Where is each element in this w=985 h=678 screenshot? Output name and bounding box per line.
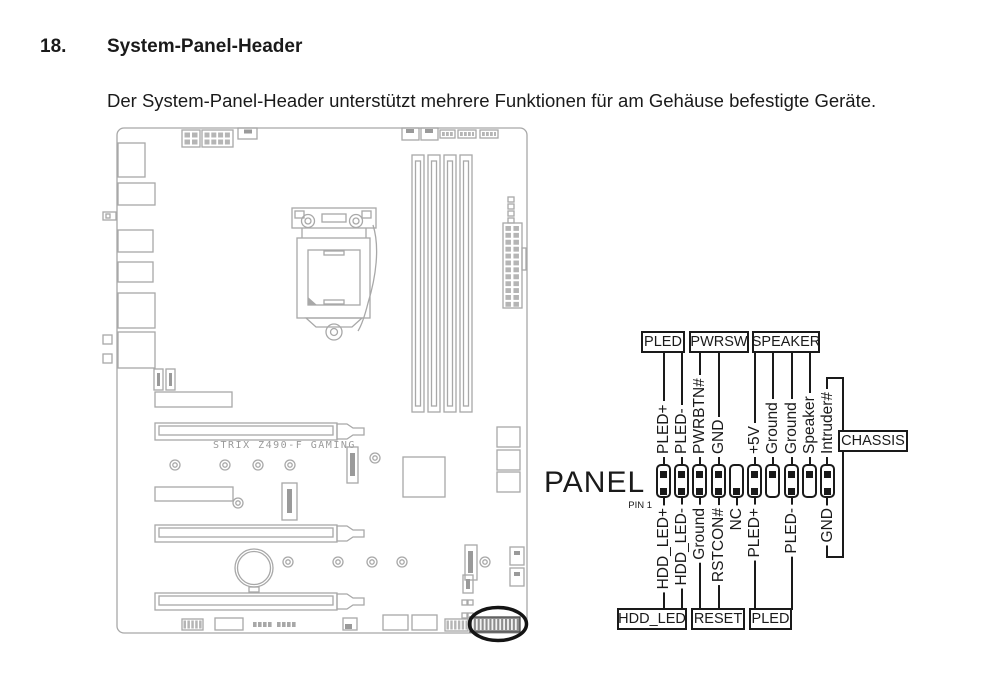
group-box-reset: RESET	[691, 608, 745, 630]
rear-io-ports	[103, 143, 155, 368]
pin-column	[692, 464, 707, 498]
section-number: 18.	[40, 36, 67, 57]
pin-label-bottom: GND	[818, 505, 838, 545]
pin-label-top: PLED+	[654, 401, 674, 457]
bottom-edge-headers	[182, 575, 473, 631]
pin-label-top: +5V	[745, 423, 765, 457]
pin-column	[711, 464, 726, 498]
pin-column	[820, 464, 835, 498]
pin-label-top: PLED-	[672, 405, 692, 457]
pin-column	[674, 464, 689, 498]
pin-label-bottom: HDD_LED+	[654, 505, 674, 592]
pcie-slots	[155, 423, 364, 610]
pin	[696, 471, 703, 478]
system-panel-header-location	[470, 608, 527, 641]
pin-label-top: Ground	[782, 399, 802, 457]
pin	[788, 488, 795, 495]
cmos-battery	[235, 549, 273, 592]
pin-label-top: Ground	[763, 399, 783, 457]
group-box-chassis: CHASSIS	[838, 430, 908, 452]
pin-column	[802, 464, 817, 498]
pin-column	[747, 464, 762, 498]
connector-title: PANEL	[544, 466, 646, 499]
screw-holes	[170, 453, 490, 567]
pin-label-bottom: PLED-	[782, 505, 802, 557]
pin-label-bottom: PLED+	[745, 505, 765, 561]
section-description: Der System-Panel-Header unterstützt mehrere Funktionen für am Gehäuse befestigte Geräte.	[107, 89, 877, 111]
group-box-speaker: SPEAKER	[752, 331, 820, 353]
pin	[733, 488, 740, 495]
group-box-pled-bottom: PLED	[749, 608, 792, 630]
pin	[696, 488, 703, 495]
group-box-pled-top: PLED	[641, 331, 685, 353]
pin	[824, 488, 831, 495]
pin	[769, 471, 776, 478]
page-title: System-Panel-Header	[107, 36, 303, 57]
pin	[751, 471, 758, 478]
pin	[660, 488, 667, 495]
cpu-socket	[292, 208, 377, 340]
chassis-bracket-side	[842, 377, 844, 558]
motherboard-diagram	[100, 127, 530, 647]
pin	[678, 471, 685, 478]
pin	[806, 471, 813, 478]
pin1-label: PIN 1	[628, 500, 652, 511]
pin-column	[784, 464, 799, 498]
pin	[715, 488, 722, 495]
pin-column	[765, 464, 780, 498]
pin	[660, 471, 667, 478]
pin	[788, 471, 795, 478]
pin-column	[656, 464, 671, 498]
board-model-label: STRIX Z490-F GAMING	[213, 440, 356, 451]
group-box-hdd-led: HDD_LED	[617, 608, 687, 630]
dimm-slots	[412, 155, 472, 412]
pin-column	[729, 464, 744, 498]
chipset	[403, 457, 445, 497]
chassis-bracket-bottom	[826, 556, 844, 558]
pin-label-top: PWRBTN#	[690, 375, 710, 457]
pin-label-top: GND	[709, 417, 729, 457]
pin-label-bottom: RSTCON#	[709, 505, 729, 585]
pin	[678, 488, 685, 495]
group-box-pwrsw: PWRSW	[689, 331, 749, 353]
pin-label-top: Speaker	[800, 393, 820, 457]
pin-label-top: Intruder#	[818, 389, 838, 457]
pin	[751, 488, 758, 495]
pin-label-bottom: HDD_LED-	[672, 505, 692, 589]
pin	[715, 471, 722, 478]
pin-label-bottom: Ground	[690, 505, 710, 563]
pin-label-bottom: NC	[727, 505, 747, 533]
pin	[824, 471, 831, 478]
